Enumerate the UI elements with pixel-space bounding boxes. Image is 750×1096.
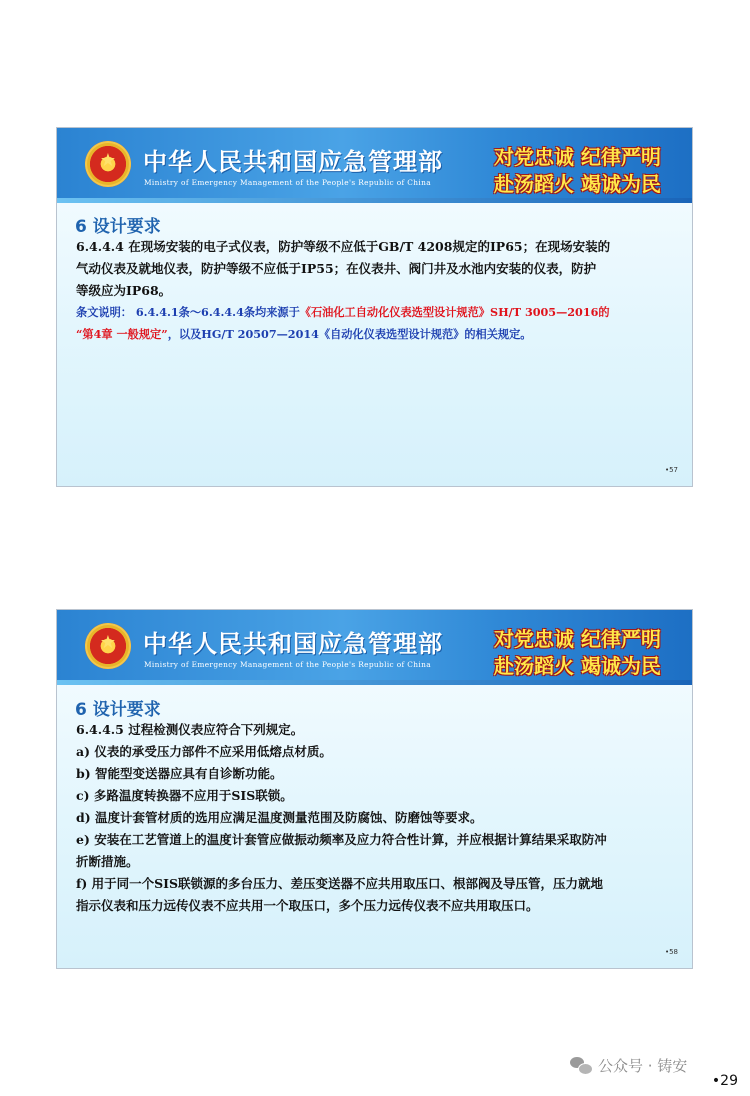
note-tail: ，以及HG/T 20507—2014《自动化仪表选型设计规范》的相关规定。 xyxy=(167,327,532,341)
note-intro: 条文说明： 6.4.4.1条～6.4.4.4条均来源于 xyxy=(76,305,300,319)
body-line: 指示仪表和压力远传仪表不应共用一个取压口，多个压力远传仪表不应共用取压口。 xyxy=(76,898,539,913)
clause-text xyxy=(76,719,682,917)
note-standard-ref: 《石油化工自动化仪表选型设计规范》SH/T 3005—2016的 xyxy=(299,305,610,319)
section-title: 6 设计要求 xyxy=(75,217,161,237)
motto-line-2: 赴汤蹈火 竭诚为民 xyxy=(494,172,661,196)
ministry-banner xyxy=(57,128,692,203)
wechat-watermark xyxy=(570,1055,687,1076)
body-line: f) 用于同一个SIS联锁源的多台压力、差压变送器不应共用取压口、根部阀及导压管，压力就地 xyxy=(76,876,604,891)
ministry-banner xyxy=(57,610,692,685)
national-emblem-icon: ★ xyxy=(85,141,131,187)
slide-58 xyxy=(56,609,693,969)
agency-name-en: Ministry of Emergency Management of the People's Republic of China xyxy=(144,660,432,669)
slide-page-number: •58 xyxy=(664,948,678,956)
clause-explanation xyxy=(76,301,682,345)
body-line: c) 多路温度转换器不应用于SIS联锁。 xyxy=(76,788,293,803)
body-line: 折断措施。 xyxy=(76,854,139,869)
body-line: 等级应为IP68。 xyxy=(76,283,172,298)
national-emblem-icon: ★ xyxy=(85,623,131,669)
body-line: 气动仪表及就地仪表，防护等级不应低于IP55；在仪表井、阀门井及水池内安装的仪表，防护 xyxy=(76,261,597,276)
motto-line-1: 对党忠诚 纪律严明 xyxy=(494,145,661,169)
section-title: 6 设计要求 xyxy=(75,700,161,720)
agency-name-en: Ministry of Emergency Management of the People's Republic of China xyxy=(144,178,432,187)
body-line: 6.4.4.5 过程检测仪表应符合下列规定。 xyxy=(76,722,304,737)
body-line: d) 温度计套管材质的选用应满足温度测量范围及防腐蚀、防磨蚀等要求。 xyxy=(76,810,483,825)
document-page-number: •29 xyxy=(711,1073,738,1089)
banner-stripe xyxy=(57,198,692,203)
body-line: b) 智能型变送器应具有自诊断功能。 xyxy=(76,766,283,781)
body-line: a) 仪表的承受压力部件不应采用低熔点材质。 xyxy=(76,744,332,759)
watermark-text: 公众号 · 铸安 xyxy=(598,1057,688,1075)
wechat-icon xyxy=(570,1057,592,1075)
banner-stripe xyxy=(57,680,692,685)
note-chapter-ref: “第4章 一般规定” xyxy=(76,327,168,341)
motto-line-2: 赴汤蹈火 竭诚为民 xyxy=(494,654,661,678)
slide-page-number: •57 xyxy=(664,466,678,474)
clause-text xyxy=(76,236,682,302)
body-line: 6.4.4.4 在现场安装的电子式仪表，防护等级不应低于GB/T 4208规定的IP65；在现场安装的 xyxy=(76,239,611,254)
agency-name-cn: 中华人民共和国应急管理部 xyxy=(143,148,443,176)
agency-name-cn: 中华人民共和国应急管理部 xyxy=(143,630,443,658)
slide-57 xyxy=(56,127,693,487)
body-line: e) 安装在工艺管道上的温度计套管应做振动频率及应力符合性计算，并应根据计算结果采取防冲 xyxy=(76,832,607,847)
motto-line-1: 对党忠诚 纪律严明 xyxy=(494,627,661,651)
